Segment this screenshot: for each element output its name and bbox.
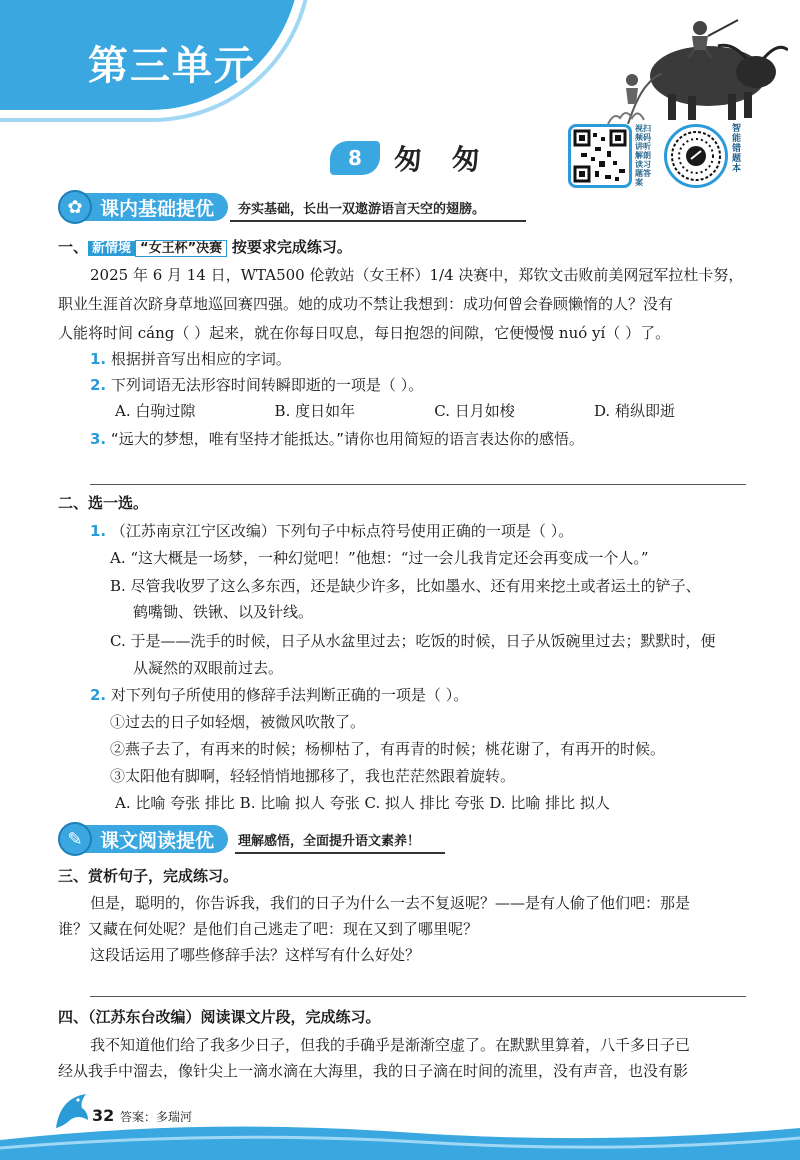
section-slogan: 理解感悟，全面提升语文素养！: [238, 833, 421, 849]
sentence: ③太阳他有脚啊，轻轻悄悄地挪移了，我也茫茫然跟着旋转。: [110, 767, 516, 785]
section-slogan: 夯实基础，长出一双遨游语言天空的翅膀。: [238, 201, 486, 217]
passage-line: 我不知道他们给了我多少日子，但我的手确乎是渐渐空虚了。在默默里算着，八千多日子已: [90, 1036, 691, 1054]
new-context-tag: 新情境: [88, 241, 135, 256]
question-3-heading: 三、赏析句子，完成练习。: [58, 867, 239, 885]
wheat-icon: ✿: [58, 190, 92, 224]
answer-key: 答案：多瑞河: [120, 1110, 193, 1124]
option-a[interactable]: A. 白驹过隙: [115, 402, 196, 420]
qr-wrongbook-caption: 智 能 错 题 本: [732, 124, 742, 174]
choice-option[interactable]: C. 于是——洗手的时候，日子从水盆里过去；吃饭的时候，日子从饭碗里过去；默默时，便: [110, 632, 716, 650]
sentence: ①过去的日子如轻烟，被微风吹散了。: [110, 713, 366, 731]
passage-line: 但是，聪明的，你告诉我，我们的日子为什么一去不复返呢？——是有人偷了他们吧：那是: [90, 894, 691, 912]
sentence: ②燕子去了，有再来的时候；杨柳枯了，有再青的时候；桃花谢了，有再开的时候。: [110, 740, 666, 758]
section-bar-reading: [58, 824, 420, 854]
event-tag: “女王杯”决赛: [135, 240, 227, 257]
passage-line: 人能将时间 cáng（ ）起来，就在你每日叹息，每日抱怨的间隙，它便慢慢 nuó yí（ ）了。: [58, 324, 671, 342]
buffalo-boy-illustration: [588, 6, 788, 124]
choice-option[interactable]: B. 尽管我收罗了这么多东西，还是缺少许多，比如墨水、还有用来挖土或者运土的铲子、: [110, 577, 701, 595]
section-bar-basics: [58, 192, 485, 222]
question-item: 这段话运用了哪些修辞手法？这样写有什么好处？: [90, 946, 421, 964]
choice-options[interactable]: A. 比喻 夸张 排比 B. 比喻 拟人 夸张 C. 拟人 排比 夸张 D. 比喻 排比 拟人: [115, 794, 610, 812]
question-item: 1. （江苏南京江宁区改编）下列句子中标点符号使用正确的一项是（ ）。: [90, 522, 574, 540]
section-underline: [235, 852, 445, 854]
choice-option-continued: 从凝然的双眼前过去。: [133, 659, 284, 677]
qr-video-caption: 视扫 频码 讲听 解朗 读习 题答 案: [635, 124, 651, 187]
question-4-heading: 四、（江苏东台改编）阅读课文片段，完成练习。: [58, 1008, 381, 1026]
question-item: 3. “远大的梦想，唯有坚持才能抵达。”请你也用简短的语言表达你的感悟。: [90, 430, 584, 448]
section-label: 课文阅读提优: [84, 825, 228, 853]
book-icon: ✎: [58, 822, 92, 856]
answer-line[interactable]: [90, 996, 746, 997]
section-label: 课内基础提优: [84, 193, 228, 221]
option-d[interactable]: D. 稍纵即逝: [593, 402, 675, 420]
lesson-number-badge: 8: [330, 141, 380, 175]
passage-line: 职业生涯首次跻身草地巡回赛四强。她的成功不禁让我想到：成功何曾会眷顾懒惰的人？没有: [58, 295, 674, 313]
question-item: 2. 下列词语无法形容时间转瞬即逝的一项是（ ）。: [90, 376, 424, 394]
page-number: 32: [92, 1106, 115, 1125]
lesson-heading: [330, 138, 490, 178]
question-1-heading: 一、 新情境 “女王杯”决赛 按要求完成练习。: [58, 238, 352, 256]
dolphin-icon: [50, 1088, 94, 1138]
question-item: 2. 对下列句子所使用的修辞手法判断正确的一项是（ ）。: [90, 686, 469, 704]
section-underline: [230, 220, 526, 222]
qr-code-smart-wrongbook[interactable]: [664, 124, 728, 188]
question-item: 1. 根据拼音写出相应的字词。: [90, 350, 291, 368]
question-2-heading: 二、选一选。: [58, 494, 149, 512]
option-b[interactable]: B. 度日如年: [274, 402, 356, 420]
answer-line[interactable]: [90, 484, 746, 485]
choice-option[interactable]: A. “这大概是一场梦，一种幻觉吧！”他想：“过一会儿我肯定还会再变成一个人。”: [110, 549, 649, 567]
passage-line: 2025 年 6 月 14 日，WTA500 伦敦站（女王杯）1/4 决赛中，郑钦文击败前美网冠军拉杜卡努，: [90, 266, 744, 284]
choice-option-continued: 鹤嘴锄、铁锹、以及针线。: [133, 603, 314, 621]
qr-code-video[interactable]: [568, 124, 632, 188]
passage-line: 谁？又藏在何处呢？是他们自己逃走了吧：现在又到了哪里呢？: [58, 920, 479, 938]
unit-title: 第三单元: [88, 43, 256, 89]
choice-options: [115, 400, 675, 422]
option-c[interactable]: C. 日月如梭: [434, 402, 515, 420]
lesson-title: 匆 匆: [394, 143, 490, 176]
passage-line: 经从我手中溜去，像针尖上一滴水滴在大海里，我的日子滴在时间的流里，没有声音，也没有影: [58, 1062, 689, 1080]
